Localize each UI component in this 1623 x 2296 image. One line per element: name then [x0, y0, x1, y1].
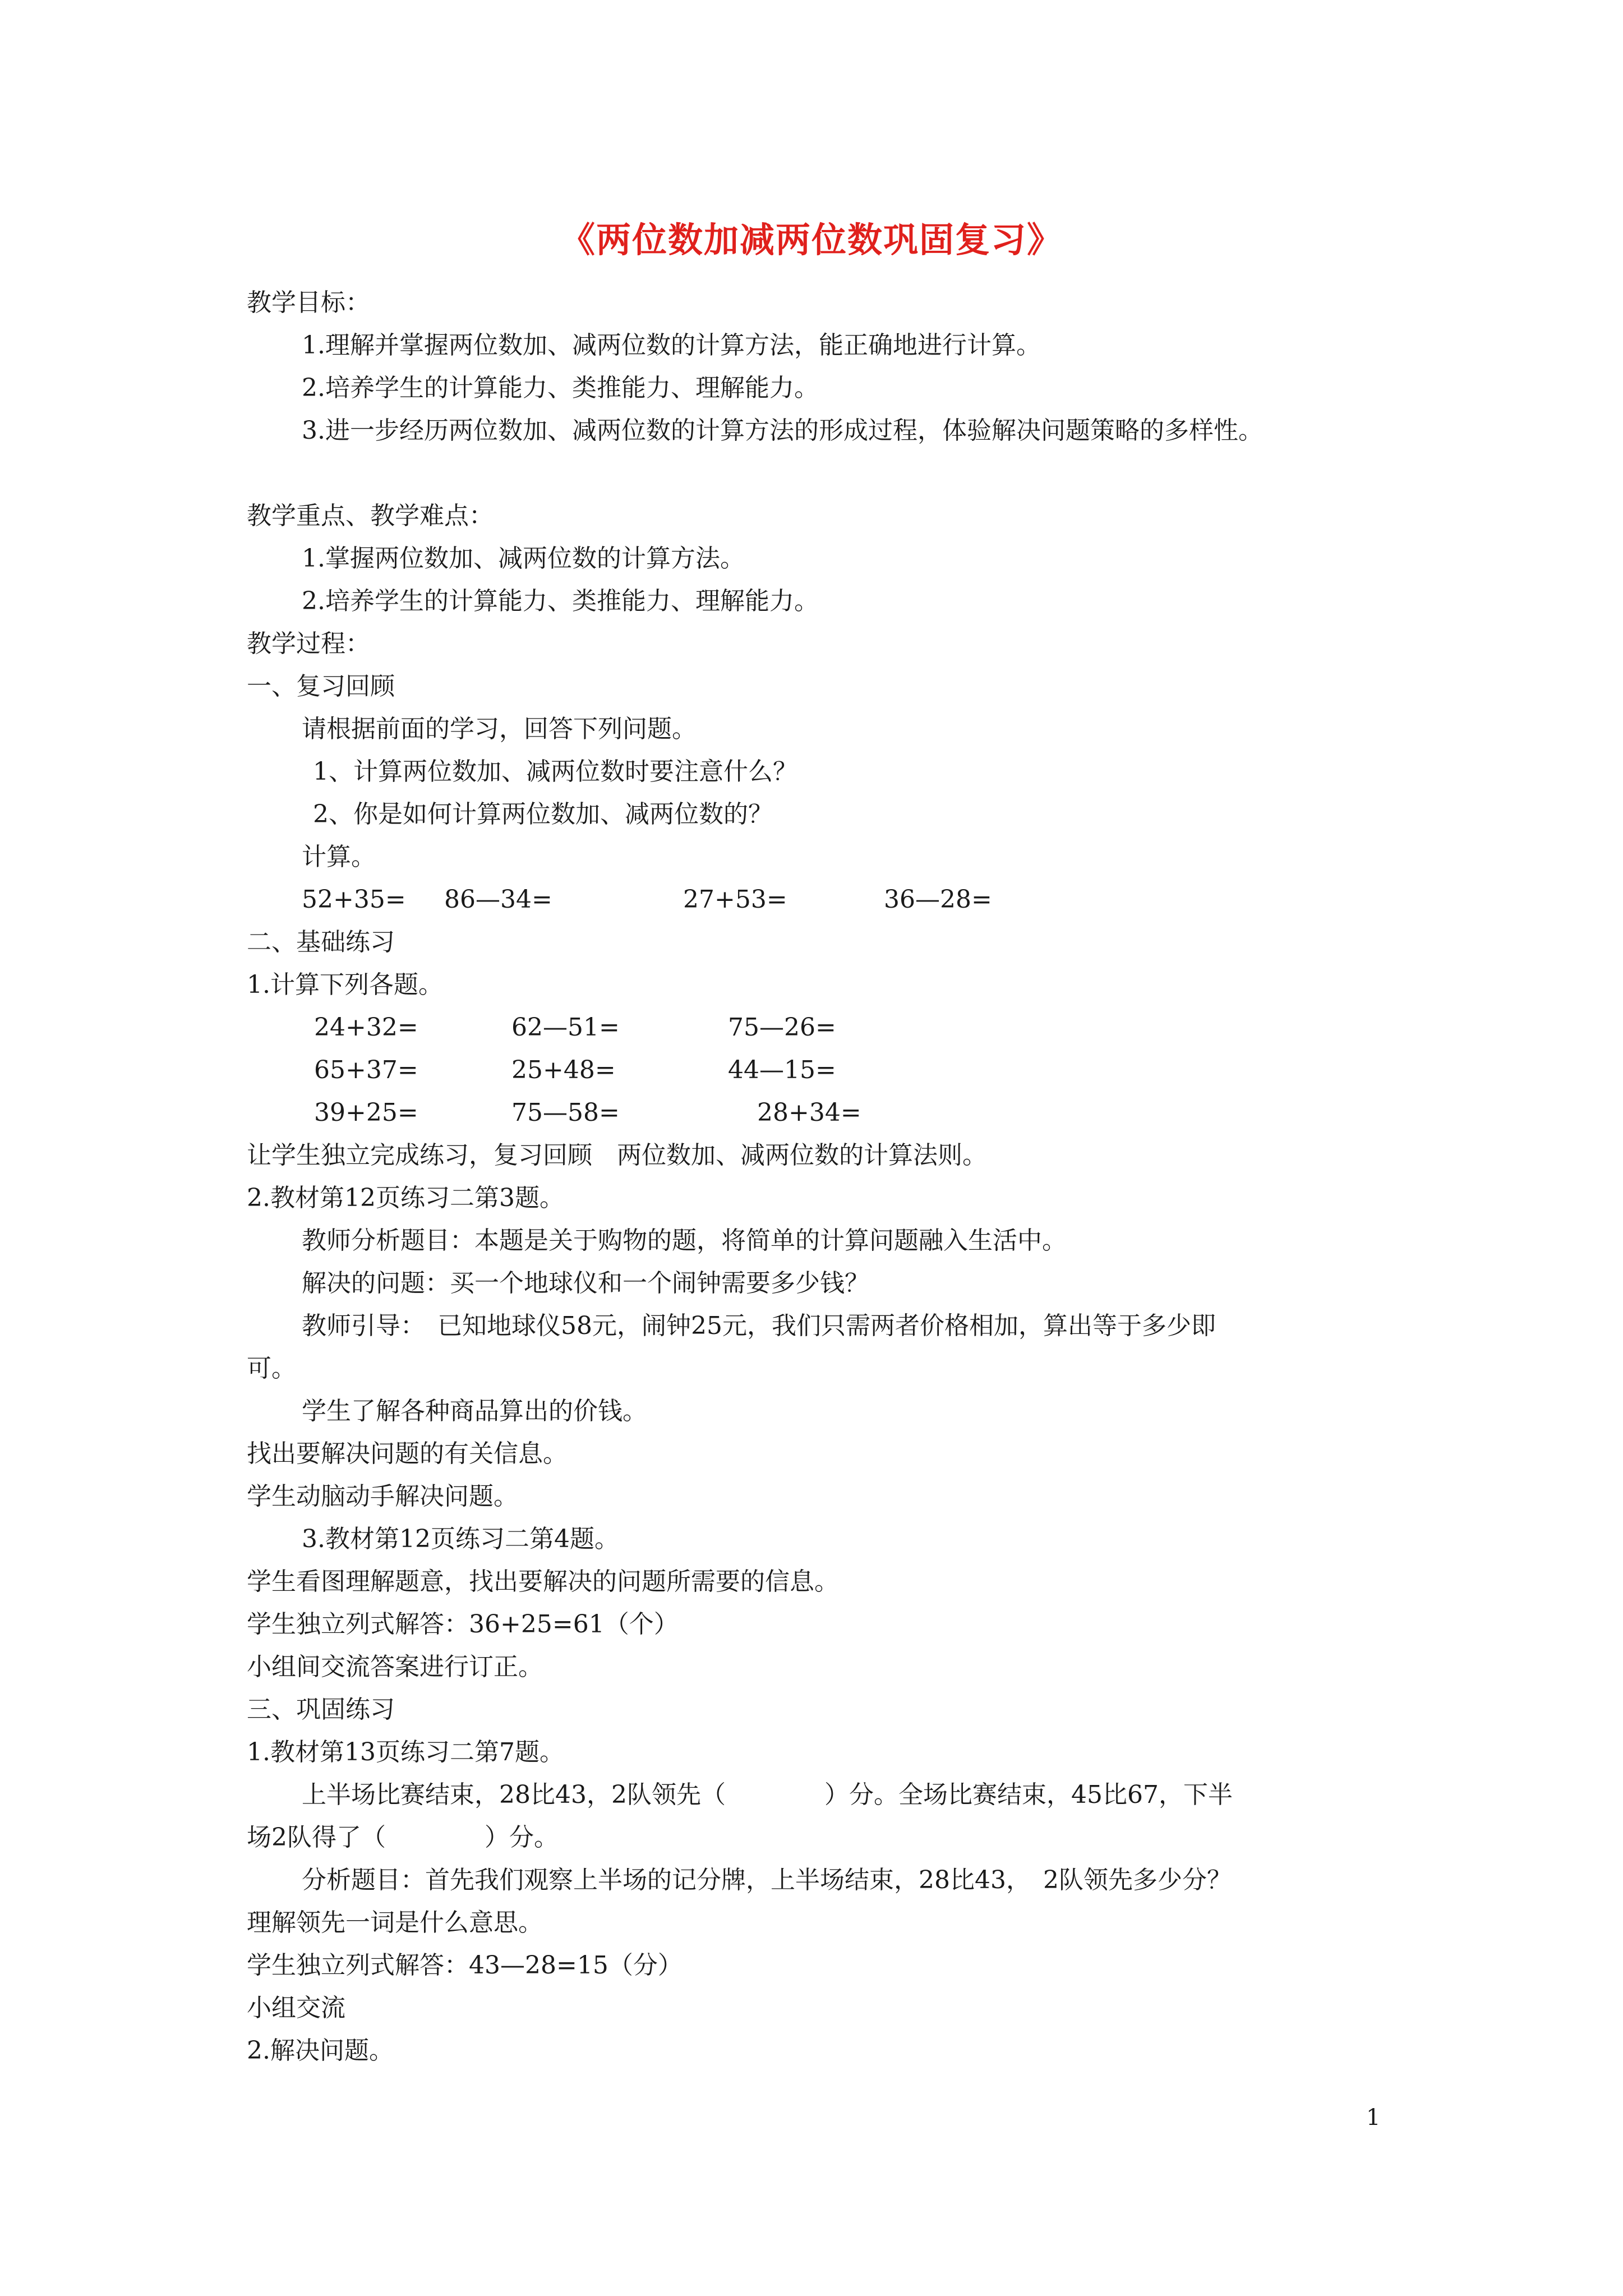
section-heading-process: 教学过程：: [247, 629, 370, 658]
calc-item: 25+48=: [511, 1056, 616, 1084]
calc-item: 36—28=: [884, 885, 992, 914]
key-point-1: 1.掌握两位数加、减两位数的计算方法。: [302, 544, 745, 573]
paragraph-text: 解决的问题：买一个地球仪和一个闹钟需要多少钱？: [302, 1269, 869, 1297]
paragraph-text: 学生动脑动手解决问题。: [247, 1482, 518, 1511]
paragraph-text: 学生独立列式解答：36+25=61（个）: [247, 1610, 679, 1639]
question-2: 2、你是如何计算两位数加、减两位数的？: [313, 800, 773, 829]
exercise-heading: 2.教材第12页练习二第3题。: [247, 1184, 564, 1212]
paragraph-text: 学生了解各种商品算出的价钱。: [302, 1397, 647, 1425]
exercise-heading: 1.计算下列各题。: [247, 970, 443, 999]
objective-1: 1.理解并掌握两位数加、减两位数的计算方法，能正确地进行计算。: [302, 331, 1041, 360]
calc-item: 75—58=: [511, 1098, 620, 1127]
paragraph-text: 计算。: [302, 843, 376, 871]
calc-item: 28+34=: [757, 1098, 861, 1127]
calc-item: 62—51=: [511, 1013, 620, 1042]
calc-item: 75—26=: [728, 1013, 836, 1042]
key-point-2: 2.培养学生的计算能力、类推能力、理解能力。: [302, 587, 819, 615]
objective-2: 2.培养学生的计算能力、类推能力、理解能力。: [302, 374, 819, 402]
paragraph-text: 让学生独立完成练习，复习回顾 两位数加、减两位数的计算法则。: [247, 1141, 987, 1170]
document-title: 《两位数加减两位数巩固复习》: [560, 219, 1063, 260]
paragraph-text: 小组交流: [247, 1994, 345, 2022]
paragraph-text: 学生看图理解题意，找出要解决的问题所需要的信息。: [247, 1567, 839, 1596]
calc-item: 24+32=: [314, 1013, 418, 1042]
calc-item: 27+53=: [683, 885, 787, 914]
question-1: 1、计算两位数加、减两位数时要注意什么？: [313, 757, 797, 786]
calc-item: 52+35=: [302, 885, 406, 914]
paragraph-text: 分析题目：首先我们观察上半场的记分牌，上半场结束，28比43， 2队领先多少分？: [302, 1866, 1232, 1894]
paragraph-text: 小组间交流答案进行订正。: [247, 1653, 543, 1681]
paragraph-text: 教师引导： 已知地球仪58元，闹钟25元，我们只需两者价格相加，算出等于多少即: [302, 1312, 1216, 1340]
section-heading-key-points: 教学重点、教学难点：: [247, 501, 494, 530]
paragraph-text: 理解领先一词是什么意思。: [247, 1908, 543, 1937]
paragraph-text: 可。: [247, 1354, 296, 1383]
paragraph-text: 找出要解决问题的有关信息。: [247, 1439, 568, 1468]
paragraph-text: 请根据前面的学习，回答下列问题。: [302, 715, 697, 743]
part-1-heading: 一、复习回顾: [247, 672, 395, 701]
paragraph-text: 教师分析题目：本题是关于购物的题，将简单的计算问题融入生活中。: [302, 1226, 1067, 1255]
part-3-heading: 三、巩固练习: [247, 1695, 395, 1724]
section-heading-objectives: 教学目标：: [247, 288, 370, 317]
part-2-heading: 二、基础练习: [247, 928, 395, 956]
paragraph-text: 场2队得了（ ）分。: [247, 1823, 559, 1852]
calc-item: 39+25=: [314, 1098, 418, 1127]
paragraph-text: 上半场比赛结束，28比43，2队领先（ ）分。全场比赛结束，45比67，下半: [302, 1780, 1233, 1809]
calc-item: 44—15=: [728, 1056, 836, 1084]
exercise-heading: 1.教材第13页练习二第7题。: [247, 1738, 564, 1766]
exercise-heading: 3.教材第12页练习二第4题。: [302, 1525, 619, 1553]
paragraph-text: 学生独立列式解答：43—28=15（分）: [247, 1951, 683, 1980]
calc-item: 86—34=: [444, 885, 552, 914]
objective-3: 3.进一步经历两位数加、减两位数的计算方法的形成过程，体验解决问题策略的多样性。: [302, 416, 1263, 445]
page-number: 1: [1366, 2105, 1381, 2131]
calc-item: 65+37=: [314, 1056, 418, 1084]
exercise-heading: 2.解决问题。: [247, 2036, 394, 2065]
